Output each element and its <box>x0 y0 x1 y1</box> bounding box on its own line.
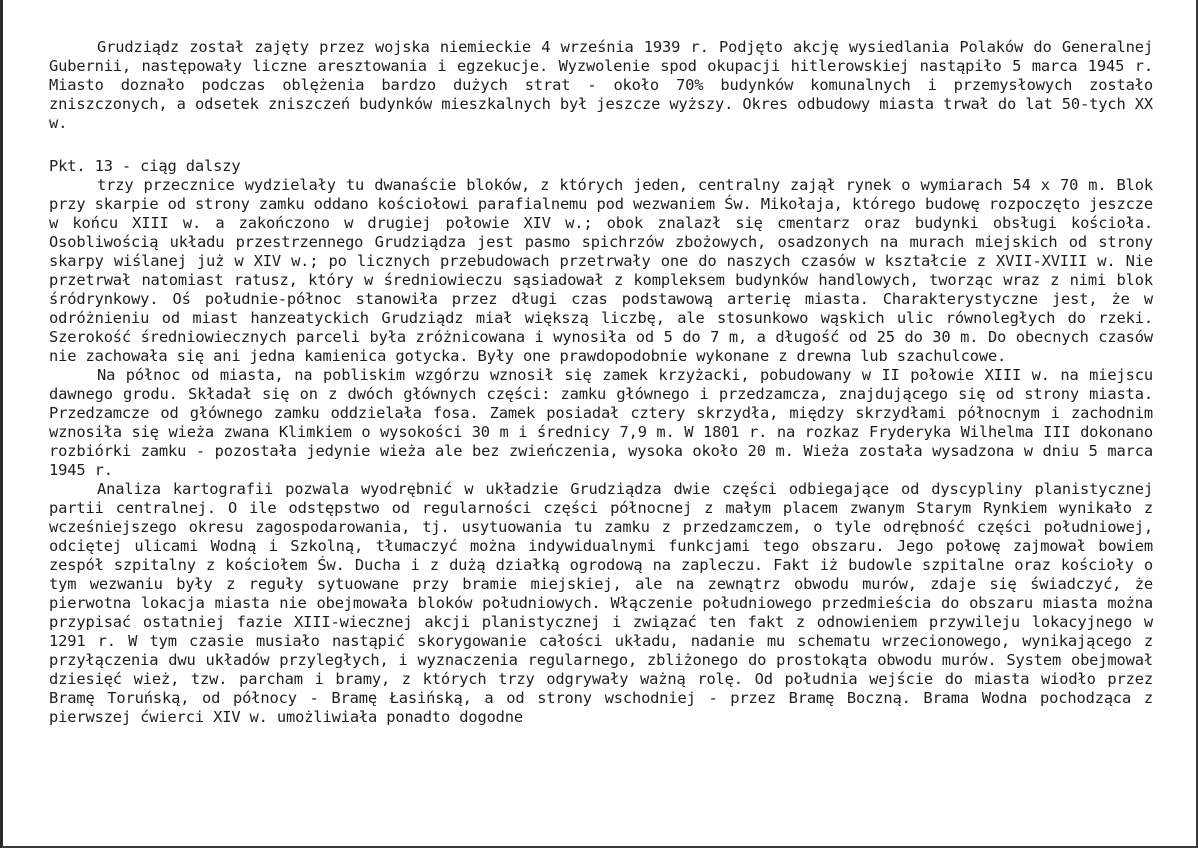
body-paragraph-2: Na północ od miasta, na pobliskim wzgórzu wznosił się zamek krzyżacki, pobudowany w II połowie XIII w. na miejscu dawnego grodu. Składał się on z dwóch głównych części: zamku głównego i przedzamcza, znajdującego się od strony miasta. Przedzamcze od głównego zamku oddzielała fosa. Zamek posiadał cztery skrzydła, między skrzydłami północnym i zachodnim wznosiła się wieża zwana Klimkiem o wysokości 30 m i średnicy 7,9 m. W 1801 r. na rozkaz Fryderyka Wilhelma III dokonano rozbiórki zamku - pozostała jedynie wieża ale bez zwieńczenia, wysoka około 20 m. Wieża została wysadzona w dniu 5 marca 1945 r. <box>49 366 1153 479</box>
document-body <box>49 38 1153 727</box>
paragraph-gap <box>49 133 1153 157</box>
section-heading: Pkt. 13 - ciąg dalszy <box>49 157 241 175</box>
body-paragraph-3: Analiza kartografii pozwala wyodrębnić w układzie Grudziądza dwie części odbiegające od dyscypliny planistycznej partii centralnej. O ile odstępstwo od regularności części północnej z małym placem zwanym Starym Rynkiem wynikało z wcześniejszego okresu zagospodarowania, tj. usytuowania tu zamku z przedzamczem, o tyle odrębność części południowej, odciętej ulicami Wodną i Szkolną, tłumaczyć można indywidualnymi funkcjami tego obszaru. Jego połowę zajmował bowiem zespół szpitalny z kościołem Św. Ducha i z dużą działką ogrodową na zapleczu. Fakt iż budowle szpitalne oraz kościoły o tym wezwaniu były z reguły sytuowane przy bramie miejskiej, ale na zewnątrz obwodu murów, zdaje się świadczyć, że pierwotna lokacja miasta nie obejmowała bloków południowych. Włączenie południowego przedmieścia do obszaru miasta można przypisać ostatniej fazie XIII-wiecznej akcji planistycznej i związać ten fakt z odnowieniem przywileju lokacyjnego w 1291 r. W tym czasie musiało nastąpić skorygowanie całości układu, nadanie mu schematu wrzecionowego, wynikającego z przyłączenia dwu układów przyległych, i wyznaczenia regularnego, zbliżonego do prostokąta obwodu murów. System obejmował dziesięć wież, tzw. parcham i bramy, z których trzy odgrywały ważną rolę. Od południa wejście do miasta wiodło przez Bramę Toruńską, od północy - Bramę Łasińską, a od strony wschodniej - przez Bramę Boczną. Brama Wodna pochodząca z pierwszej ćwierci XIV w. umożliwiała ponadto dogodne <box>49 480 1153 726</box>
body-paragraph-1: trzy przecznice wydzielały tu dwanaście bloków, z których jeden, centralny zajął rynek o wymiarach 54 x 70 m. Blok przy skarpie od strony zamku oddano kościołowi parafialnemu pod wezwaniem Św. Mikołaja, którego budowę rozpoczęto jeszcze w końcu XIII w. a zakończono w drugiej połowie XIV w.; obok znalazł się cmentarz oraz budynki obsługi kościoła. Osobliwością układu przestrzennego Grudziądza jest pasmo spichrzów zbożowych, osadzonych na murach miejskich od strony skarpy wiślanej już w XIV w.; po licznych przebudowach przetrwały one do naszych czasów w kształcie z XVII-XVIII w. Nie przetrwał natomiast ratusz, który w średniowieczu sąsiadował z kompleksem budynków handlowych, tworząc wraz z nimi blok śródrynkowy. Oś południe-północ stanowiła przez długi czas podstawową arterię miasta. Charakterystyczne jest, że w odróżnieniu od miast hanzeatyckich Grudziądz miał większą liczbę, ale stosunkowo wąskich ulic równoległych do rzeki. Szerokość średniowiecznych parceli była zróżnicowana i wynosiła od 5 do 7 m, a długość od 25 do 30 m. Do obecnych czasów nie zachowała się ani jedna kamienica gotycka. Były one prawdopodobnie wykonane z drewna lub szachulcowe. <box>49 176 1153 365</box>
intro-paragraph: Grudziądz został zajęty przez wojska niemieckie 4 września 1939 r. Podjęto akcję wysiedlania Polaków do Generalnej Gubernii, następowały liczne aresztowania i egzekucje. Wyzwolenie spod okupacji hitlerowskiej nastąpiło 5 marca 1945 r. Miasto doznało podczas oblężenia bardzo dużych strat - około 70% budynków komunalnych i przemysłowych zostało zniszczonych, a odsetek zniszczeń budynków mieszkalnych był jeszcze wyższy. Okres odbudowy miasta trwał do lat 50-tych XX w. <box>49 38 1153 132</box>
